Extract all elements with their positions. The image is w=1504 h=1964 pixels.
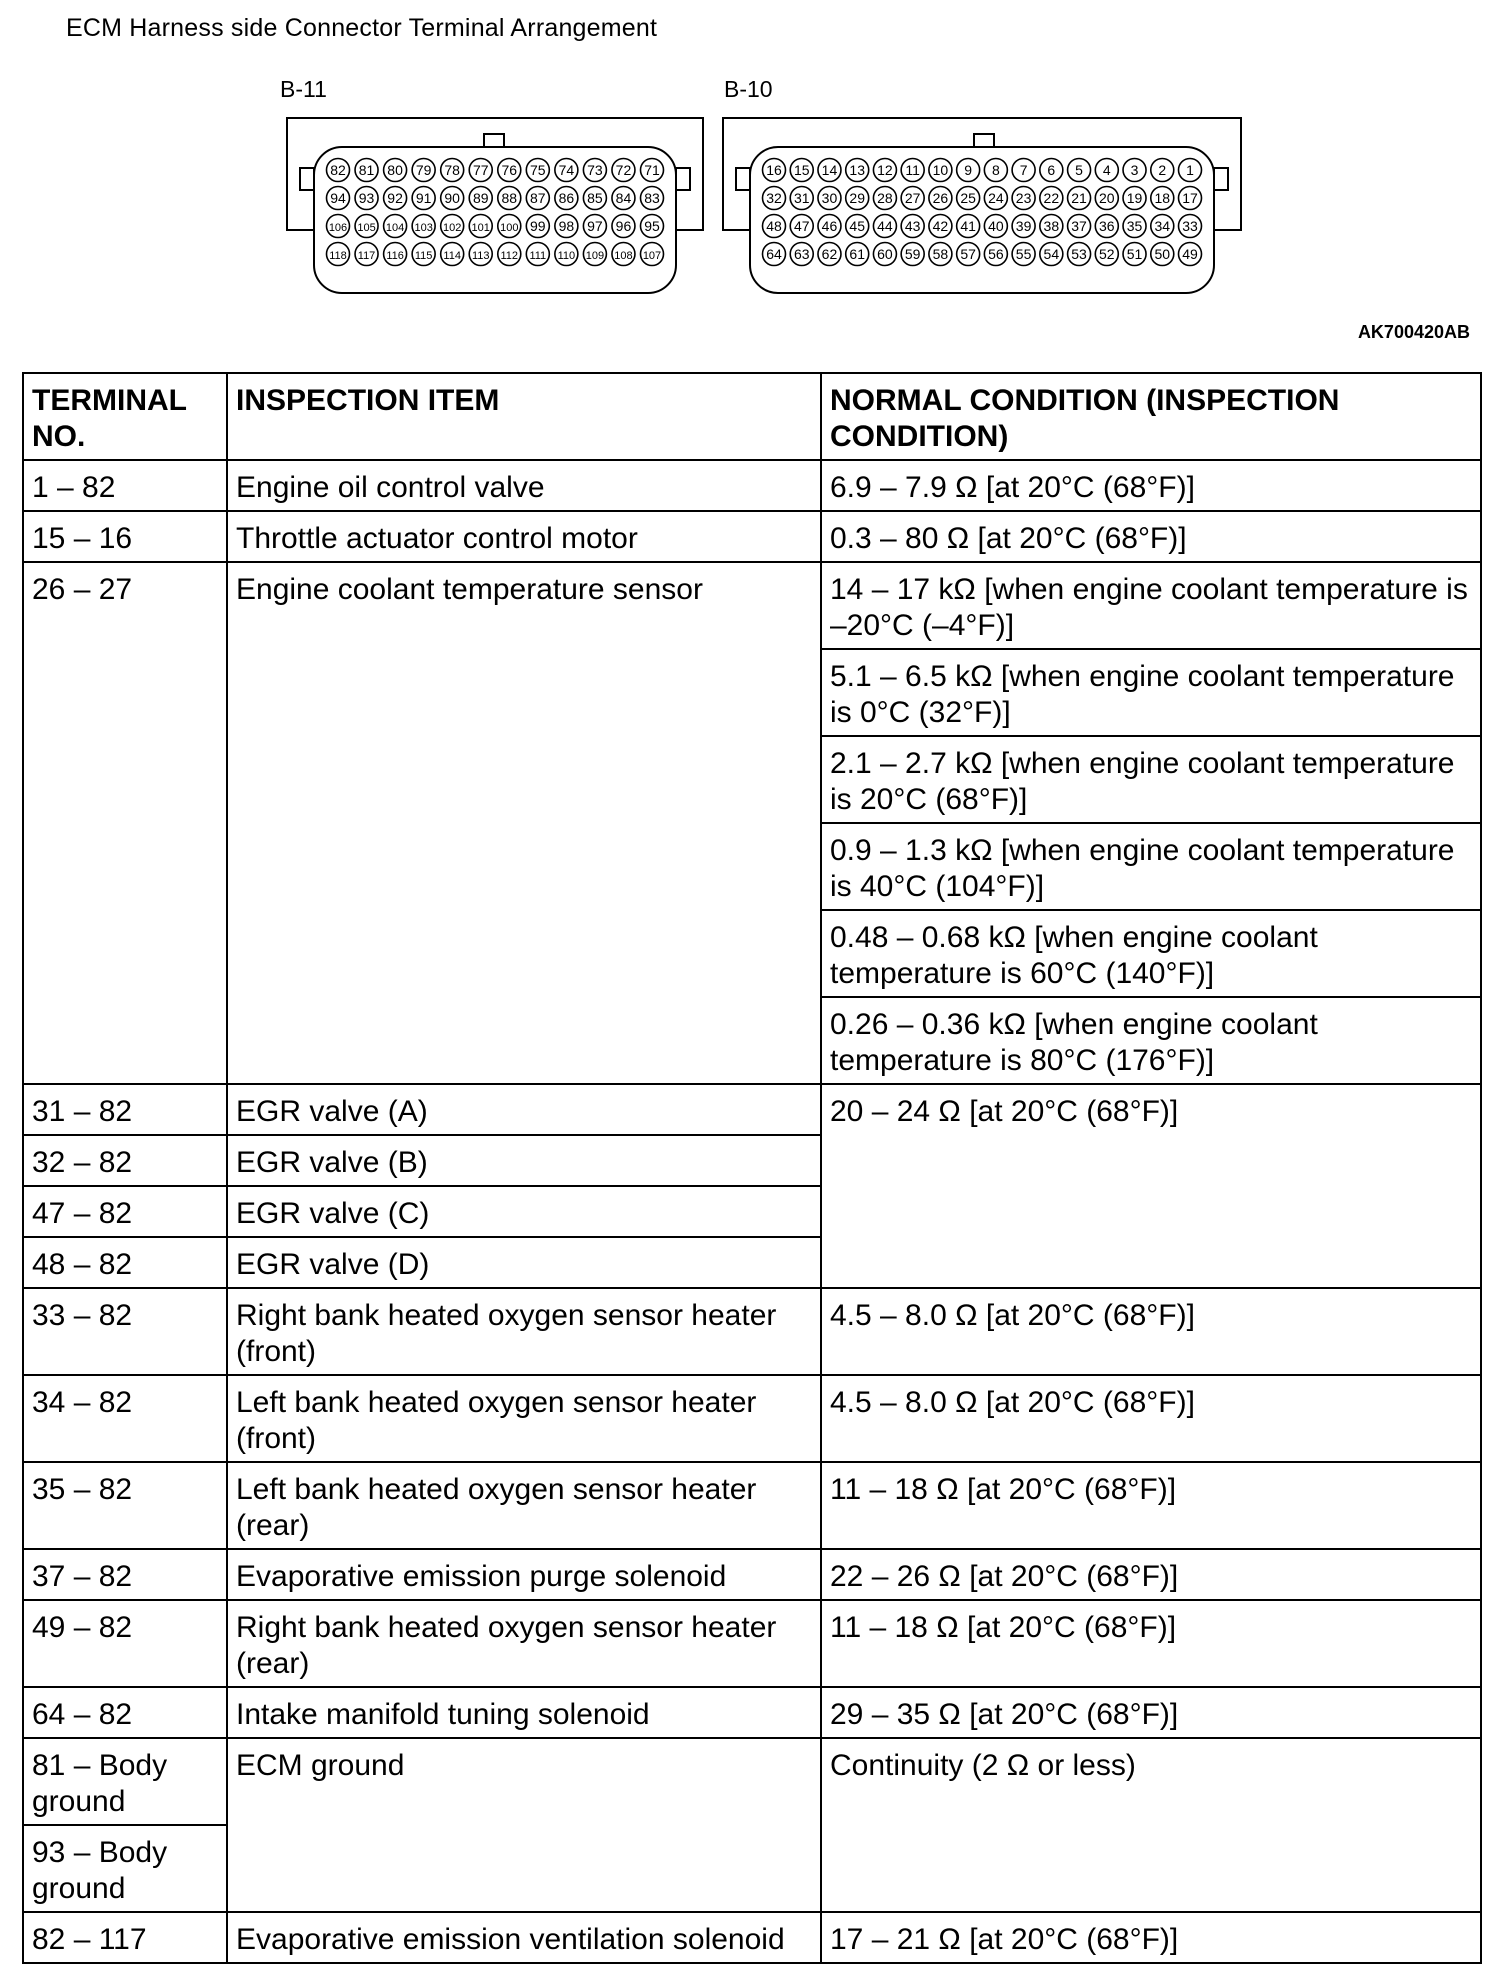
terminal-cell: 32 – 82 <box>23 1135 227 1186</box>
connector-diagram <box>0 0 1504 300</box>
terminal-pin-number: 44 <box>877 218 893 234</box>
terminal-pin-number: 72 <box>615 162 632 178</box>
terminal-pin-number: 77 <box>472 162 489 178</box>
terminal-pin-number: 92 <box>387 190 403 206</box>
condition-cell: 0.48 – 0.68 kΩ [when engine coolant temperature is 60°C (140°F)] <box>821 910 1481 997</box>
terminal-pin-number: 63 <box>793 246 810 262</box>
item-cell: Evaporative emission ventilation solenoid <box>227 1912 821 1963</box>
terminal-pin-number: 118 <box>329 250 347 262</box>
table-row <box>23 460 1481 511</box>
terminal-pin-number: 34 <box>1154 218 1171 234</box>
item-cell: EGR valve (C) <box>227 1186 821 1237</box>
connector-b11-housing <box>287 118 703 293</box>
terminal-pin-number: 102 <box>443 222 462 234</box>
terminal-pin-number: 85 <box>587 190 603 206</box>
item-cell: ECM ground <box>227 1738 821 1912</box>
terminal-pin-number: 3 <box>1130 162 1139 178</box>
terminal-pin-number: 24 <box>988 190 1004 206</box>
terminal-pin-number: 55 <box>1015 246 1032 262</box>
terminal-pin-number: 45 <box>849 218 865 234</box>
terminal-pin-number: 93 <box>358 190 375 206</box>
terminal-pin-number: 43 <box>904 218 921 234</box>
terminal-pin-number: 9 <box>964 162 973 178</box>
condition-cell: 2.1 – 2.7 kΩ [when engine coolant temperature is 20°C (68°F)] <box>821 736 1481 823</box>
terminal-pin-number: 13 <box>849 162 865 178</box>
terminal-pin-number: 62 <box>821 246 838 262</box>
terminal-pin-number: 73 <box>587 162 603 178</box>
terminal-pin-number: 18 <box>1154 190 1171 206</box>
terminal-cell: 64 – 82 <box>23 1687 227 1738</box>
terminal-pin-number: 6 <box>1047 162 1056 178</box>
terminal-pin-number: 75 <box>530 162 546 178</box>
terminal-pin-number: 4 <box>1102 162 1111 178</box>
terminal-pin-number: 56 <box>988 246 1004 262</box>
terminal-pin-number: 103 <box>414 222 433 234</box>
terminal-pin-number: 33 <box>1182 218 1198 234</box>
terminal-pin-number: 84 <box>615 190 632 206</box>
terminal-pin-number: 81 <box>358 162 375 178</box>
terminal-pin-number: 87 <box>530 190 546 206</box>
terminal-pin-number: 2 <box>1158 162 1167 178</box>
table-row <box>23 1375 1481 1462</box>
terminal-cell: 48 – 82 <box>23 1237 227 1288</box>
terminal-pin-number: 52 <box>1099 246 1115 262</box>
terminal-pin-number: 16 <box>766 162 782 178</box>
terminal-pin-number: 35 <box>1126 218 1143 234</box>
terminal-pin-number: 32 <box>766 190 782 206</box>
terminal-pin-number: 113 <box>471 250 490 262</box>
terminal-pin-number: 97 <box>587 218 603 234</box>
terminal-pin-number: 29 <box>849 190 865 206</box>
terminal-pin-number: 59 <box>904 246 921 262</box>
terminal-pin-number: 112 <box>500 250 519 262</box>
terminal-pin-number: 23 <box>1015 190 1032 206</box>
terminal-pin-number: 1 <box>1186 162 1194 178</box>
terminal-pin-number: 89 <box>472 190 489 206</box>
terminal-pin-number: 105 <box>357 222 376 234</box>
terminal-pin-number: 47 <box>793 218 810 234</box>
terminal-pin-number: 78 <box>444 162 460 178</box>
terminal-pin-number: 26 <box>932 190 949 206</box>
terminal-pin-number: 61 <box>849 246 865 262</box>
table-row <box>23 1084 1481 1135</box>
terminal-pin-number: 74 <box>558 162 575 178</box>
terminal-pin-number: 79 <box>415 162 432 178</box>
terminal-pin-number: 98 <box>558 218 575 234</box>
terminal-pin-number: 54 <box>1043 246 1060 262</box>
terminal-pin-number: 106 <box>328 222 348 234</box>
terminal-pin-number: 11 <box>905 162 920 178</box>
terminal-pin-number: 50 <box>1154 246 1171 262</box>
terminal-pin-number: 36 <box>1099 218 1115 234</box>
terminal-pin-number: 10 <box>932 162 949 178</box>
condition-cell: 5.1 – 6.5 kΩ [when engine coolant temperature is 0°C (32°F)] <box>821 649 1481 736</box>
terminal-pin-number: 108 <box>614 250 633 262</box>
item-cell: Throttle actuator control motor <box>227 511 821 562</box>
terminal-pin-number: 76 <box>501 162 518 178</box>
terminal-pin-number: 21 <box>1071 190 1087 206</box>
terminal-pin-number: 46 <box>821 218 838 234</box>
terminal-pin-number: 117 <box>357 250 376 262</box>
terminal-pin-number: 5 <box>1075 162 1083 178</box>
terminal-pin-number: 64 <box>766 246 782 262</box>
item-cell: EGR valve (A) <box>227 1084 821 1135</box>
condition-cell: 29 – 35 Ω [at 20°C (68°F)] <box>821 1687 1481 1738</box>
terminal-pin-number: 22 <box>1043 190 1060 206</box>
terminal-pin-number: 7 <box>1019 162 1028 178</box>
inspection-table <box>22 372 1482 1964</box>
terminal-pin-number: 114 <box>443 250 461 262</box>
terminal-pin-number: 41 <box>960 218 976 234</box>
condition-cell: 22 – 26 Ω [at 20°C (68°F)] <box>821 1549 1481 1600</box>
header-terminal-no: TERMINAL NO. <box>23 373 227 460</box>
terminal-pin-number: 51 <box>1126 246 1143 262</box>
condition-cell: 11 – 18 Ω [at 20°C (68°F)] <box>821 1462 1481 1549</box>
terminal-pin-number: 49 <box>1182 246 1198 262</box>
item-cell: Right bank heated oxygen sensor heater (front) <box>227 1288 821 1375</box>
terminal-pin-number: 91 <box>415 190 432 206</box>
terminal-pin-number: 17 <box>1182 190 1198 206</box>
table-row <box>23 511 1481 562</box>
terminal-pin-number: 8 <box>991 162 1000 178</box>
figure-id: AK700420AB <box>1357 322 1470 342</box>
item-cell: Left bank heated oxygen sensor heater (front) <box>227 1375 821 1462</box>
terminal-pin-number: 38 <box>1043 218 1060 234</box>
terminal-pin-number: 107 <box>642 250 662 262</box>
terminal-pin-number: 53 <box>1071 246 1087 262</box>
terminal-pin-number: 110 <box>557 250 576 262</box>
table-row <box>23 1549 1481 1600</box>
terminal-cell: 15 – 16 <box>23 511 227 562</box>
table-row <box>23 1687 1481 1738</box>
terminal-cell: 82 – 117 <box>23 1912 227 1963</box>
terminal-pin-number: 28 <box>877 190 893 206</box>
terminal-pin-number: 40 <box>988 218 1004 234</box>
terminal-pin-number: 14 <box>821 162 838 178</box>
table-row <box>23 1738 1481 1825</box>
terminal-pin-number: 83 <box>644 190 660 206</box>
table-row <box>23 1600 1481 1687</box>
terminal-cell: 49 – 82 <box>23 1600 227 1687</box>
terminal-pin-number: 15 <box>793 162 810 178</box>
terminal-pin-number: 37 <box>1071 218 1087 234</box>
item-cell: EGR valve (B) <box>227 1135 821 1186</box>
terminal-pin-number: 95 <box>644 218 660 234</box>
terminal-pin-number: 100 <box>500 222 519 234</box>
terminal-pin-number: 19 <box>1126 190 1143 206</box>
terminal-cell: 31 – 82 <box>23 1084 227 1135</box>
terminal-pin-number: 116 <box>386 250 404 262</box>
terminal-cell: 47 – 82 <box>23 1186 227 1237</box>
terminal-pin-number: 20 <box>1099 190 1115 206</box>
terminal-pin-number: 82 <box>330 162 346 178</box>
terminal-cell: 81 – Body ground <box>23 1738 227 1825</box>
item-cell: Engine oil control valve <box>227 460 821 511</box>
table-row <box>23 1462 1481 1549</box>
table-header-row <box>23 373 1481 460</box>
header-normal-condition: NORMAL CONDITION (INSPECTION CONDITION) <box>821 373 1481 460</box>
table-row <box>23 562 1481 649</box>
item-cell: Intake manifold tuning solenoid <box>227 1687 821 1738</box>
condition-cell: 6.9 – 7.9 Ω [at 20°C (68°F)] <box>821 460 1481 511</box>
terminal-pin-number: 86 <box>558 190 575 206</box>
page-title: ECM Harness side Connector Terminal Arrangement <box>66 14 658 42</box>
condition-cell: 4.5 – 8.0 Ω [at 20°C (68°F)] <box>821 1375 1481 1462</box>
terminal-pin-number: 101 <box>471 222 490 234</box>
table-row <box>23 1912 1481 1963</box>
connector-label-b11: B-11 <box>280 76 327 102</box>
connector-label-b10: B-10 <box>724 76 773 102</box>
terminal-pin-number: 31 <box>793 190 810 206</box>
terminal-pin-number: 27 <box>904 190 921 206</box>
table-row <box>23 1288 1481 1375</box>
terminal-pin-number: 99 <box>530 218 546 234</box>
terminal-pin-number: 90 <box>444 190 460 206</box>
terminal-cell: 33 – 82 <box>23 1288 227 1375</box>
condition-cell: 0.3 – 80 Ω [at 20°C (68°F)] <box>821 511 1481 562</box>
terminal-pin-number: 58 <box>932 246 949 262</box>
terminal-pin-number: 39 <box>1015 218 1032 234</box>
condition-cell: 17 – 21 Ω [at 20°C (68°F)] <box>821 1912 1481 1963</box>
terminal-cell: 34 – 82 <box>23 1375 227 1462</box>
terminal-pin-number: 109 <box>585 250 605 262</box>
terminal-cell: 37 – 82 <box>23 1549 227 1600</box>
terminal-pin-number: 48 <box>766 218 782 234</box>
terminal-pin-number: 80 <box>387 162 403 178</box>
condition-cell: 0.9 – 1.3 kΩ [when engine coolant temperature is 40°C (104°F)] <box>821 823 1481 910</box>
terminal-pin-number: 111 <box>529 250 547 262</box>
condition-cell: 4.5 – 8.0 Ω [at 20°C (68°F)] <box>821 1288 1481 1375</box>
header-inspection-item: INSPECTION ITEM <box>227 373 821 460</box>
item-cell: Evaporative emission purge solenoid <box>227 1549 821 1600</box>
terminal-pin-number: 60 <box>877 246 893 262</box>
terminal-pin-number: 25 <box>960 190 976 206</box>
terminal-cell: 35 – 82 <box>23 1462 227 1549</box>
terminal-pin-number: 57 <box>960 246 976 262</box>
terminal-pin-number: 12 <box>877 162 893 178</box>
terminal-pin-number: 96 <box>615 218 632 234</box>
condition-cell: 14 – 17 kΩ [when engine coolant temperature is –20°C (–4°F)] <box>821 562 1481 649</box>
item-cell: Left bank heated oxygen sensor heater (rear) <box>227 1462 821 1549</box>
terminal-cell: 26 – 27 <box>23 562 227 1084</box>
terminal-pin-number: 104 <box>385 222 405 234</box>
terminal-pin-number: 94 <box>330 190 346 206</box>
item-cell: Right bank heated oxygen sensor heater (rear) <box>227 1600 821 1687</box>
item-cell: EGR valve (D) <box>227 1237 821 1288</box>
terminal-pin-number: 115 <box>414 250 433 262</box>
terminal-pin-number: 71 <box>644 162 660 178</box>
condition-cell: 20 – 24 Ω [at 20°C (68°F)] <box>821 1084 1481 1288</box>
terminal-pin-number: 42 <box>932 218 949 234</box>
terminal-cell: 93 – Body ground <box>23 1825 227 1912</box>
terminal-pin-number: 30 <box>821 190 838 206</box>
terminal-pin-number: 88 <box>501 190 518 206</box>
condition-cell: Continuity (2 Ω or less) <box>821 1738 1481 1912</box>
condition-cell: 0.26 – 0.36 kΩ [when engine coolant temperature is 80°C (176°F)] <box>821 997 1481 1084</box>
terminal-cell: 1 – 82 <box>23 460 227 511</box>
item-cell: Engine coolant temperature sensor <box>227 562 821 1084</box>
condition-cell: 11 – 18 Ω [at 20°C (68°F)] <box>821 1600 1481 1687</box>
